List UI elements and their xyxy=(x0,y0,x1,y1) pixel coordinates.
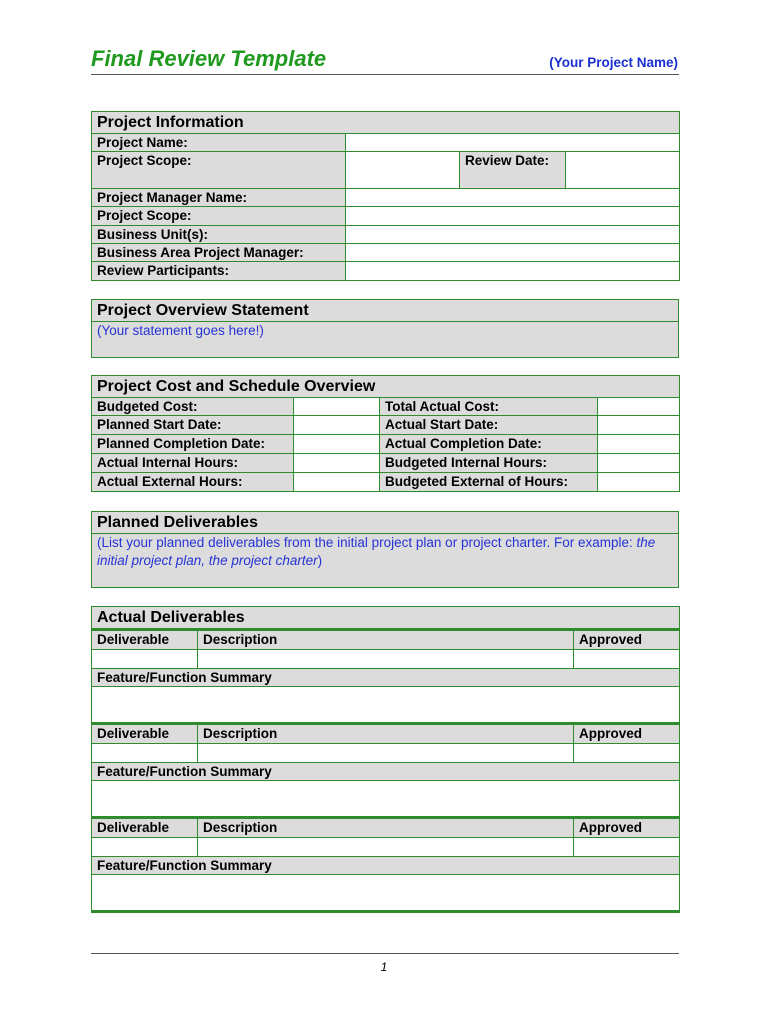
approved-field[interactable] xyxy=(574,744,680,763)
description-field[interactable] xyxy=(198,744,574,763)
project-scope-2-field[interactable] xyxy=(346,207,680,226)
project-scope-field[interactable] xyxy=(346,152,460,189)
footer-divider xyxy=(91,953,679,954)
field-label: Budgeted External of Hours: xyxy=(380,473,598,492)
section-heading: Actual Deliverables xyxy=(92,607,680,630)
project-manager-field[interactable] xyxy=(346,189,680,207)
description-column-header: Description xyxy=(198,724,574,744)
feature-summary-label: Feature/Function Summary xyxy=(92,857,680,875)
budgeted-external-hours-field[interactable] xyxy=(598,473,680,492)
title-divider xyxy=(91,74,679,75)
project-overview-table xyxy=(91,299,679,358)
actual-external-hours-field[interactable] xyxy=(294,473,380,492)
field-label: Project Scope: xyxy=(92,152,346,189)
section-heading: Project Cost and Schedule Overview xyxy=(92,376,680,398)
field-label: Review Date: xyxy=(460,152,566,189)
planned-deliverables-field[interactable] xyxy=(92,534,679,588)
feature-summary-label: Feature/Function Summary xyxy=(92,763,680,781)
review-date-field[interactable] xyxy=(566,152,680,189)
field-label: Planned Start Date: xyxy=(92,416,294,435)
deliverable-column-header: Deliverable xyxy=(92,630,198,650)
actual-deliverables-table xyxy=(91,606,680,913)
description-field[interactable] xyxy=(198,650,574,669)
project-name-placeholder[interactable]: (Your Project Name) xyxy=(549,55,678,70)
business-units-field[interactable] xyxy=(346,226,680,244)
feature-summary-label: Feature/Function Summary xyxy=(92,669,680,687)
budgeted-internal-hours-field[interactable] xyxy=(598,454,680,473)
field-label: Total Actual Cost: xyxy=(380,398,598,416)
business-area-pm-field[interactable] xyxy=(346,244,680,262)
description-field[interactable] xyxy=(198,838,574,857)
field-label: Business Unit(s): xyxy=(92,226,346,244)
budgeted-cost-field[interactable] xyxy=(294,398,380,416)
section-heading: Planned Deliverables xyxy=(92,512,679,534)
planned-example-text: the initial project plan, the project charter xyxy=(97,535,656,568)
section-heading: Project Information xyxy=(92,112,680,134)
field-label: Budgeted Cost: xyxy=(92,398,294,416)
approved-field[interactable] xyxy=(574,838,680,857)
planned-text-end: ) xyxy=(317,553,323,568)
review-participants-field[interactable] xyxy=(346,262,680,281)
actual-completion-date-field[interactable] xyxy=(598,435,680,454)
page-title: Final Review Template xyxy=(91,46,327,71)
cost-schedule-table xyxy=(91,375,680,492)
field-label: Project Manager Name: xyxy=(92,189,346,207)
feature-summary-field[interactable] xyxy=(92,687,680,724)
overview-statement-field[interactable]: (Your statement goes here!) xyxy=(92,322,679,358)
deliverable-field[interactable] xyxy=(92,744,198,763)
section-heading: Project Overview Statement xyxy=(92,300,679,322)
approved-column-header: Approved xyxy=(574,630,680,650)
field-label: Budgeted Internal Hours: xyxy=(380,454,598,473)
field-label: Review Participants: xyxy=(92,262,346,281)
field-label: Actual Start Date: xyxy=(380,416,598,435)
field-label: Project Scope: xyxy=(92,207,346,226)
total-actual-cost-field[interactable] xyxy=(598,398,680,416)
planned-deliverables-table xyxy=(91,511,679,588)
page-number: 1 xyxy=(380,960,388,974)
approved-column-header: Approved xyxy=(574,724,680,744)
field-label: Actual External Hours: xyxy=(92,473,294,492)
approved-field[interactable] xyxy=(574,650,680,669)
project-information-table xyxy=(91,111,680,281)
field-label: Actual Completion Date: xyxy=(380,435,598,454)
feature-summary-field[interactable] xyxy=(92,781,680,818)
description-column-header: Description xyxy=(198,630,574,650)
approved-column-header: Approved xyxy=(574,818,680,838)
project-name-field[interactable] xyxy=(346,134,680,152)
planned-text: (List your planned deliverables from the initial project plan or project charter. For example: xyxy=(97,535,637,550)
deliverable-field[interactable] xyxy=(92,838,198,857)
description-column-header: Description xyxy=(198,818,574,838)
deliverable-column-header: Deliverable xyxy=(92,818,198,838)
feature-summary-field[interactable] xyxy=(92,875,680,912)
planned-start-date-field[interactable] xyxy=(294,416,380,435)
field-label: Actual Internal Hours: xyxy=(92,454,294,473)
actual-internal-hours-field[interactable] xyxy=(294,454,380,473)
actual-start-date-field[interactable] xyxy=(598,416,680,435)
field-label: Project Name: xyxy=(92,134,346,152)
deliverable-column-header: Deliverable xyxy=(92,724,198,744)
field-label: Planned Completion Date: xyxy=(92,435,294,454)
deliverable-field[interactable] xyxy=(92,650,198,669)
planned-completion-date-field[interactable] xyxy=(294,435,380,454)
field-label: Business Area Project Manager: xyxy=(92,244,346,262)
